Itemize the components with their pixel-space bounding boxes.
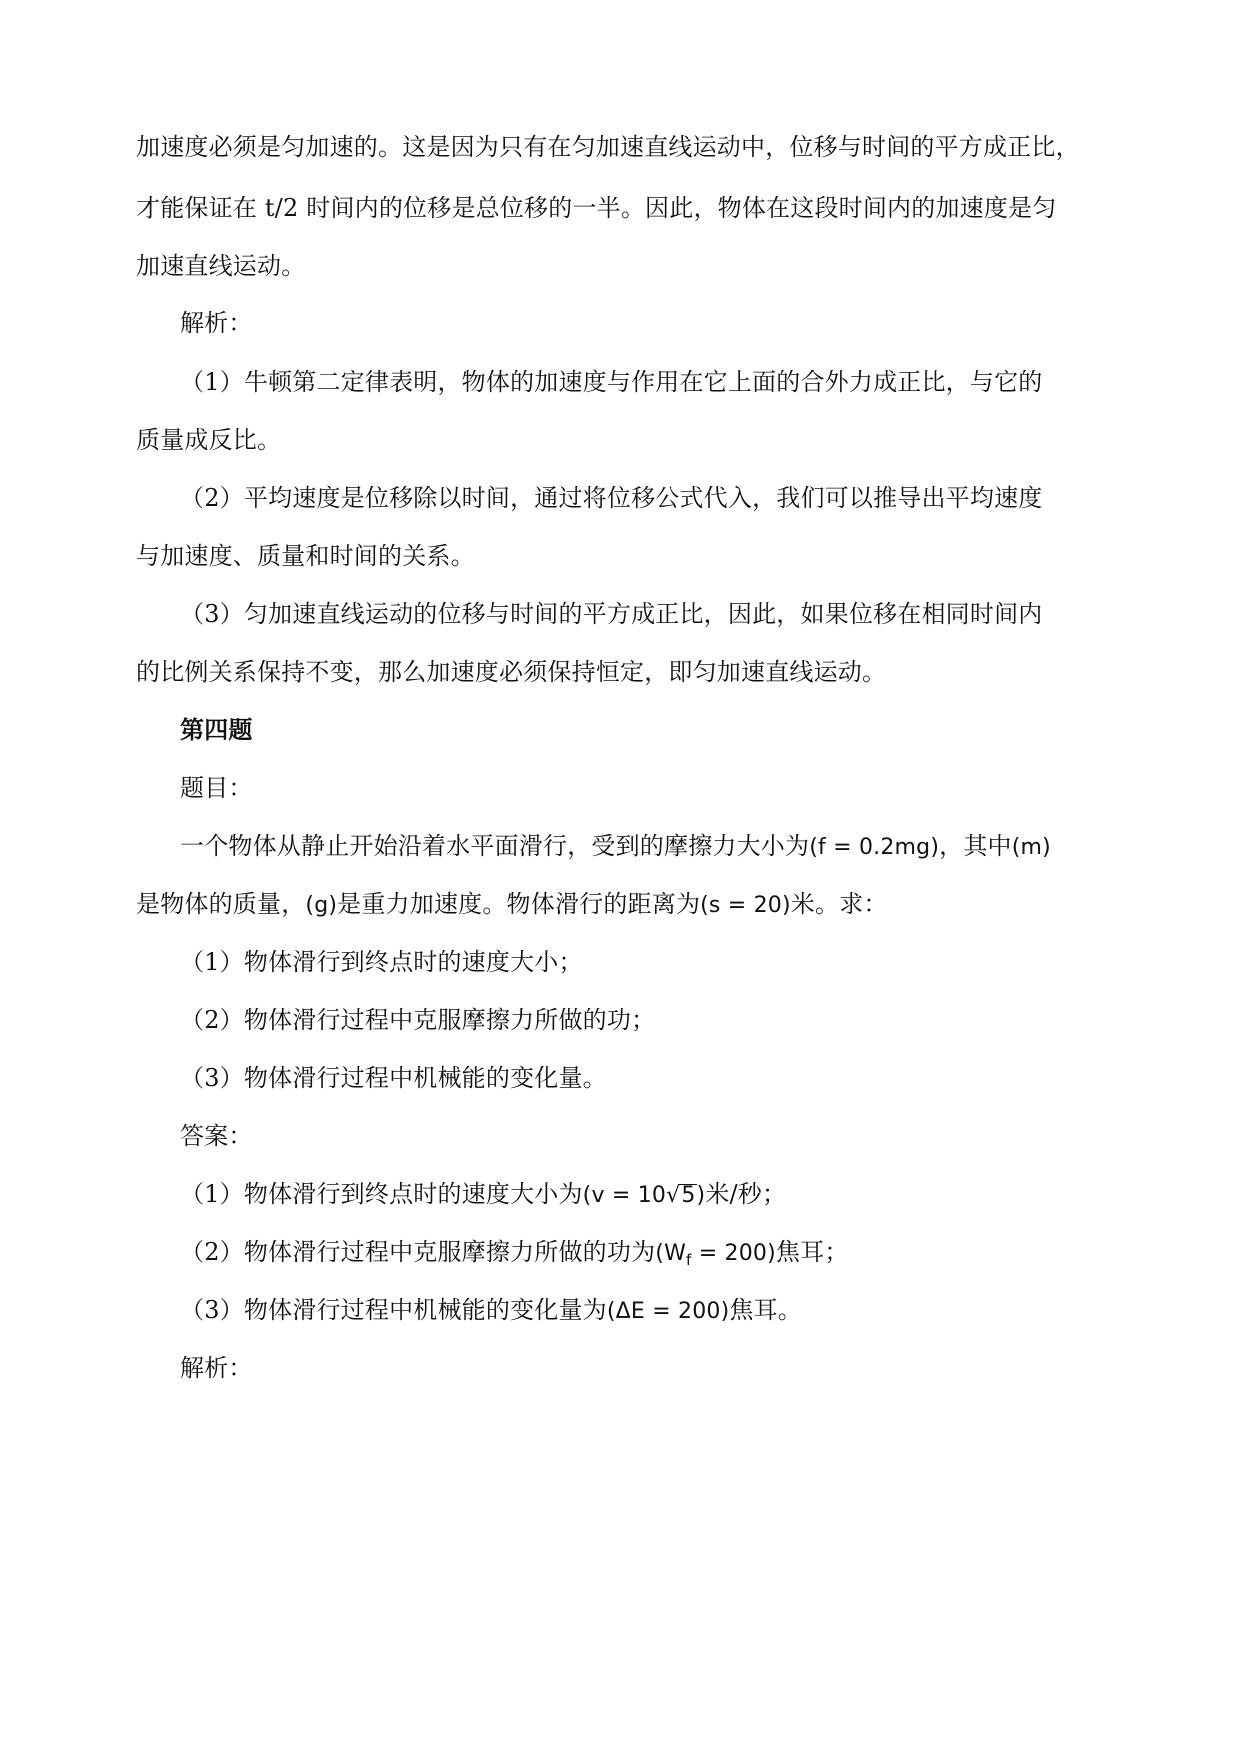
answer-text: （1）物体滑行到终点时的速度大小为 [180,1180,583,1208]
answer-2 [180,1236,849,1276]
paragraph-line: 才能保证在 t/2 时间内的位移是总位移的一半。因此，物体在这段时间内的加速度是匀 [136,194,1057,222]
velocity-formula-open: (v = 10 [582,1183,667,1208]
analysis-item-1: （1）牛顿第二定律表明，物体的加速度与作用在它上面的合外力成正比，与它的 [180,368,1043,396]
velocity-formula [583,1183,706,1208]
answer-text: （3）物体滑行过程中机械能的变化量为 [180,1296,607,1324]
analysis-item-2-continued: 与加速度、质量和时间的关系。 [136,542,475,570]
question-line-1 [180,830,1051,864]
analysis-label: 解析： [180,309,253,337]
question-text: 米。求： [790,890,888,918]
work-symbol: (W [655,1241,687,1266]
question-line-2 [136,888,888,922]
sub-question-3: （3）物体滑行过程中机械能的变化量。 [180,1064,607,1092]
sub-question-1: （1）物体滑行到终点时的速度大小； [180,948,583,976]
work-value: = 200) [691,1241,776,1266]
answer-text: （2）物体滑行过程中克服摩擦力所做的功为 [180,1238,656,1266]
paragraph-line: 加速直线运动。 [136,252,306,280]
answer-text: 焦耳； [775,1238,849,1266]
analysis-label-2: 解析： [180,1354,253,1382]
gravity-symbol: (g) [305,893,338,918]
question-text: ，其中 [939,832,1012,860]
question-text: 是物体的质量， [136,890,306,918]
work-formula [655,1241,776,1269]
energy-change-formula: (ΔE = 200) [606,1299,730,1324]
question-label: 题目： [180,774,253,802]
sqrt-radicand: 5 [681,1183,696,1208]
velocity-formula-close: ) [696,1183,706,1208]
paragraph-line: 加速度必须是匀加速的。这是因为只有在匀加速直线运动中，位移与时间的平方成正比， [136,133,1080,161]
work-subscript: f [686,1251,692,1269]
sub-question-2: （2）物体滑行过程中克服摩擦力所做的功； [180,1006,656,1034]
answer-1 [180,1178,786,1212]
distance-formula: (s = 20) [700,893,791,918]
answer-label: 答案： [180,1122,253,1150]
mass-symbol: (m) [1011,835,1051,860]
answer-3 [180,1294,802,1328]
sqrt-symbol: √ [666,1183,681,1208]
analysis-item-2: （2）平均速度是位移除以时间，通过将位移公式代入，我们可以推导出平均速度 [180,484,1043,512]
analysis-item-3-continued: 的比例关系保持不变，那么加速度必须保持恒定，即匀加速直线运动。 [136,658,887,686]
answer-text: 米/秒； [705,1180,787,1208]
question-text: 一个物体从静止开始沿着水平面滑行，受到的摩擦力大小为 [180,832,810,860]
analysis-item-1-continued: 质量成反比。 [136,426,282,454]
section-heading: 第四题 [180,715,253,744]
answer-text: 焦耳。 [729,1296,803,1324]
question-text: 是重力加速度。物体滑行的距离为 [337,890,701,918]
analysis-item-3: （3）匀加速直线运动的位移与时间的平方成正比，因此，如果位移在相同时间内 [180,600,1043,628]
friction-formula: (f = 0.2mg) [809,835,940,860]
